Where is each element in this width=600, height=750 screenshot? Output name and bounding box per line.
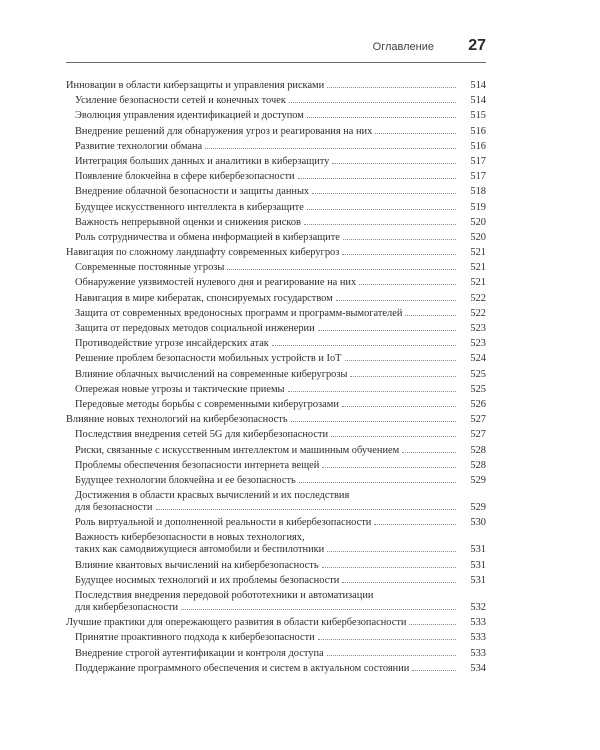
dot-leader xyxy=(327,655,456,656)
toc-entry-title: Передовые методы борьбы с современными киберугрозами xyxy=(75,398,339,410)
toc-entry-page-number: 531 xyxy=(470,544,486,556)
toc-entry[interactable] xyxy=(66,575,486,590)
dot-leader xyxy=(409,624,456,625)
toc-entry-page-number: 533 xyxy=(470,632,486,644)
toc-entry-page-number: 518 xyxy=(470,186,486,198)
toc-entry-title: Влияние облачных вычислений на современные киберугрозы xyxy=(75,368,348,380)
toc-entry[interactable] xyxy=(66,460,486,475)
toc-entry[interactable] xyxy=(66,308,486,323)
dot-leader xyxy=(342,254,456,255)
toc-entry[interactable] xyxy=(66,277,486,292)
toc-entry[interactable] xyxy=(66,560,486,575)
dot-leader xyxy=(322,467,456,468)
toc-entry-title: Важность непрерывной оценки и снижения рисков xyxy=(75,216,301,228)
dot-leader xyxy=(343,239,456,240)
toc-entry[interactable] xyxy=(66,323,486,338)
toc-entry-title: Инновации в области киберзащиты и управления рисками xyxy=(66,80,325,91)
dot-leader xyxy=(318,330,456,331)
toc-entry-page-number: 517 xyxy=(470,155,486,167)
toc-entry-title: Принятие проактивного подхода к кибербезопасности xyxy=(75,632,315,644)
dot-leader xyxy=(307,117,456,118)
dot-leader xyxy=(374,524,456,525)
dot-leader xyxy=(205,148,456,149)
toc-entry[interactable] xyxy=(66,141,486,156)
toc-entry-title: Обнаружение уязвимостей нулевого дня и реагирование на них xyxy=(75,277,357,289)
toc-entry[interactable] xyxy=(66,399,486,414)
toc-entry-title: Развитие технологии обмана xyxy=(75,140,203,152)
toc-entry[interactable] xyxy=(66,648,486,663)
toc-entry-page-number: 525 xyxy=(470,383,486,395)
running-header-title: Оглавление xyxy=(372,41,434,53)
dot-leader xyxy=(336,300,456,301)
dot-leader xyxy=(227,269,456,270)
toc-entry-page-number: 533 xyxy=(470,647,486,659)
toc-entry-title: Риски, связанные с искусственным интеллектом и машинным обучением xyxy=(75,444,400,456)
dot-leader xyxy=(327,87,456,88)
toc-entry[interactable] xyxy=(66,217,486,232)
toc-entry-page-number: 534 xyxy=(470,662,486,674)
toc-entry-title: Появление блокчейна в сфере кибербезопасности xyxy=(75,171,295,183)
toc-entry-page-number: 516 xyxy=(470,125,486,137)
toc-entry-page-number: 521 xyxy=(470,277,486,289)
toc-entry-title: Лучшие практики для опережающего развития в области кибербезопасности xyxy=(66,617,407,629)
toc-entry[interactable] xyxy=(66,171,486,186)
toc-entry-title: Будущее искусственного интеллекта в киберзащите xyxy=(75,201,304,213)
dot-leader xyxy=(272,345,456,346)
toc-entry-page-number: 531 xyxy=(470,574,486,586)
toc-entry-title: Навигация в мире кибератак, спонсируемых государством xyxy=(75,292,333,304)
toc-entry-page-number: 521 xyxy=(470,247,486,259)
toc-entry-title: Последствия внедрения передовой робототехники и автоматизации xyxy=(75,590,374,601)
toc-entry-title: Противодействие угрозе инсайдерских атак xyxy=(75,338,269,350)
dot-leader xyxy=(405,315,456,316)
toc-entry-page-number: 527 xyxy=(470,429,486,441)
toc-entry-title-continuation: для кибербезопасности xyxy=(75,602,179,613)
toc-entry-title: Эволюция управления идентификацией и доступом xyxy=(75,110,304,122)
header-rule xyxy=(66,62,486,63)
toc-entry-page-number: 520 xyxy=(470,231,486,243)
toc-entry-title: Внедрение облачной безопасности и защиты данных xyxy=(75,186,310,198)
toc-entry[interactable] xyxy=(66,445,486,460)
toc-entry-title: Проблемы обеспечения безопасности интернета вещей xyxy=(75,459,320,471)
toc-entry-page-number: 528 xyxy=(470,459,486,471)
toc-entry-page-number: 533 xyxy=(470,617,486,629)
toc-entry-title: Внедрение строгой аутентификации и контроля доступа xyxy=(75,647,324,659)
toc-entry[interactable] xyxy=(66,663,486,678)
toc-entry-title-continuation: для безопасности xyxy=(75,502,153,514)
toc-entry-title: Достижения в области красвых вычислений и их последствия xyxy=(75,490,350,502)
dot-leader xyxy=(359,284,456,285)
toc-entry[interactable] xyxy=(66,353,486,368)
dot-leader xyxy=(345,360,456,361)
toc-entry-title: Современные постоянные угрозы xyxy=(75,262,225,274)
toc-entry[interactable] xyxy=(66,590,486,617)
toc-entry-page-number: 524 xyxy=(470,353,486,365)
dot-leader xyxy=(288,391,457,392)
toc-entry[interactable] xyxy=(66,475,486,490)
toc-entry-title: Решение проблем безопасности мобильных устройств и IoT xyxy=(75,353,342,365)
toc-entry[interactable] xyxy=(66,632,486,647)
toc-entry-title: Усиление безопасности сетей и конечных точек xyxy=(75,95,286,107)
dot-leader xyxy=(412,670,456,671)
toc-entry[interactable] xyxy=(66,262,486,277)
dot-leader xyxy=(375,133,456,134)
toc-entry-page-number: 522 xyxy=(470,307,486,319)
dot-leader xyxy=(304,224,456,225)
toc-entry-page-number: 531 xyxy=(470,559,486,571)
toc-entry-page-number: 514 xyxy=(470,95,486,107)
toc-entry-page-number: 526 xyxy=(470,398,486,410)
toc-entry-title: Поддержание программного обеспечения и систем в актуальном состоянии xyxy=(75,662,410,674)
toc-entry-page-number: 521 xyxy=(470,262,486,274)
toc-entry-page-number: 532 xyxy=(470,602,486,613)
toc-entry-title: Интеграция больших данных и аналитики в киберзащиту xyxy=(75,155,330,167)
toc-entry[interactable] xyxy=(66,247,486,262)
dot-leader xyxy=(156,509,457,510)
dot-leader xyxy=(307,209,456,210)
dot-leader xyxy=(331,436,456,437)
toc-entry-page-number: 520 xyxy=(470,216,486,228)
toc-entry[interactable] xyxy=(66,126,486,141)
toc-entry-page-number: 528 xyxy=(470,444,486,456)
toc-entry-title: Внедрение решений для обнаружения угроз и реагирования на них xyxy=(75,125,373,137)
toc-entry-title: Роль сотрудничества и обмена информацией в киберзащите xyxy=(75,231,340,243)
toc-entry-title: Важность кибербезопасности в новых технологиях, xyxy=(75,532,305,544)
toc-entry[interactable] xyxy=(66,202,486,217)
toc-entry-page-number: 529 xyxy=(470,474,486,486)
toc-entry[interactable] xyxy=(66,517,486,532)
toc-entry-page-number: 519 xyxy=(470,201,486,213)
dot-leader xyxy=(342,582,456,583)
running-header-page-number: 27 xyxy=(468,37,486,54)
dot-leader xyxy=(289,102,456,103)
dot-leader xyxy=(327,551,456,552)
toc-entry-page-number: 530 xyxy=(470,517,486,529)
toc-entry-page-number: 527 xyxy=(470,414,486,426)
dot-leader xyxy=(350,376,456,377)
toc-entry-page-number: 514 xyxy=(470,80,486,91)
dot-leader xyxy=(318,639,456,640)
toc-entry-title: Влияние квантовых вычислений на кибербезопасность xyxy=(75,559,319,571)
toc-entry-title: Навигация по сложному ландшафту современных киберугроз xyxy=(66,247,340,259)
toc-entry[interactable] xyxy=(66,532,486,559)
toc-entry-page-number: 523 xyxy=(470,323,486,334)
toc-entry[interactable] xyxy=(66,617,486,632)
toc-entry-title: Влияние новых технологий на кибербезопасность xyxy=(66,414,288,426)
toc-entry-title-continuation: таких как самодвижущиеся автомобили и беспилотники xyxy=(75,544,325,556)
dot-leader xyxy=(181,609,456,610)
toc-entry-title: Защита от современных вредоносных программ и программ-вымогателей xyxy=(75,307,403,319)
running-header xyxy=(66,36,486,56)
toc-entry[interactable] xyxy=(66,95,486,110)
dot-leader xyxy=(291,421,456,422)
toc-entry-title: Последствия внедрения сетей 5G для кибербезопасности xyxy=(75,429,329,441)
toc-entry[interactable] xyxy=(66,384,486,399)
toc-entry-page-number: 529 xyxy=(470,502,486,514)
toc-entry[interactable] xyxy=(66,490,486,517)
toc-entry-page-number: 515 xyxy=(470,110,486,122)
toc-entry-page-number: 523 xyxy=(470,338,486,350)
toc-entry[interactable] xyxy=(66,156,486,171)
toc-entry[interactable] xyxy=(66,232,486,247)
toc-entry[interactable] xyxy=(66,369,486,384)
toc-entry[interactable] xyxy=(66,429,486,444)
toc-entry-page-number: 522 xyxy=(470,292,486,304)
toc-entry-title: Роль виртуальной и дополненной реальности в кибербезопасности xyxy=(75,517,372,529)
dot-leader xyxy=(322,567,456,568)
toc-entry-title: Защита от передовых методов социальной инженерии xyxy=(75,323,315,334)
toc-entry[interactable] xyxy=(66,80,486,95)
dot-leader xyxy=(298,178,456,179)
toc-entry-page-number: 525 xyxy=(470,368,486,380)
dot-leader xyxy=(312,193,456,194)
dot-leader xyxy=(342,406,456,407)
toc-entry[interactable] xyxy=(66,110,486,125)
toc-entry[interactable] xyxy=(66,414,486,429)
dot-leader xyxy=(402,452,456,453)
toc-entry-title: Будущее технологии блокчейна и ее безопасность xyxy=(75,474,296,486)
dot-leader xyxy=(332,163,456,164)
toc-entry-page-number: 517 xyxy=(470,171,486,183)
toc-entry-title: Будущее носимых технологий и их проблемы безопасности xyxy=(75,574,340,586)
toc-entry-title: Опережая новые угрозы и тактические приемы xyxy=(75,383,285,395)
toc-entry-page-number: 516 xyxy=(470,140,486,152)
dot-leader xyxy=(299,482,456,483)
toc-entry[interactable] xyxy=(66,338,486,353)
toc-entry[interactable] xyxy=(66,293,486,308)
table-of-contents xyxy=(66,80,486,678)
toc-entry[interactable] xyxy=(66,186,486,201)
